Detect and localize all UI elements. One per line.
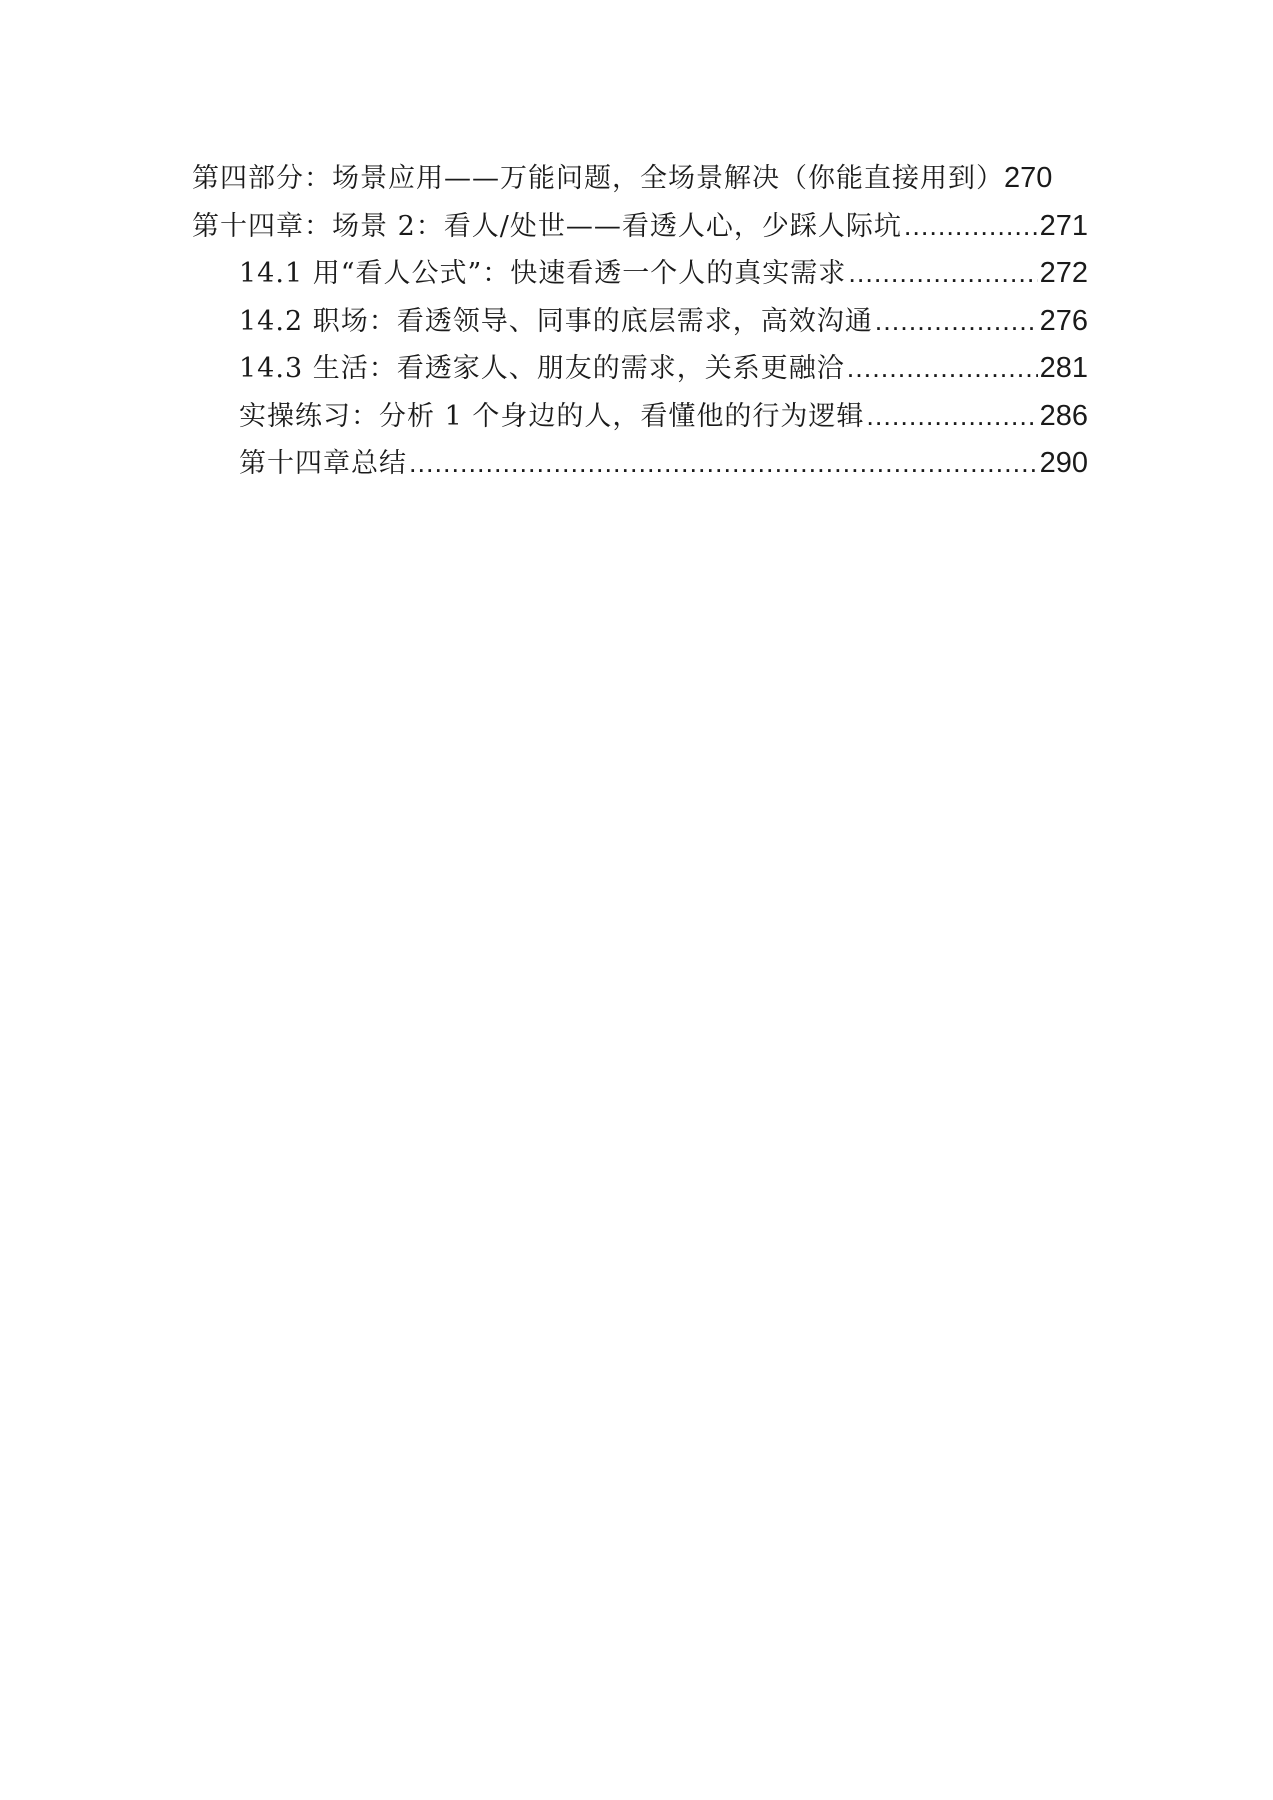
toc-leader <box>409 440 1038 488</box>
toc-chapter-title: 第十四章：场景 2：看人/处世——看透人心，少踩人际坑 <box>192 210 902 242</box>
toc-leader <box>866 393 1037 441</box>
toc-section-entry[interactable] <box>239 250 1088 298</box>
toc-section-title: 14.1 用“看人公式”：快速看透一个人的真实需求 <box>239 258 847 289</box>
toc-section-page-number: 276 <box>1039 304 1088 337</box>
toc-section-title: 14.3 生活：看透家人、朋友的需求，关系更融洽 <box>239 353 845 384</box>
toc-section-page-number: 281 <box>1039 352 1088 384</box>
toc-part-page-number: 270 <box>1004 162 1053 194</box>
toc-leader <box>875 298 1038 346</box>
toc-section-entry[interactable] <box>239 298 1088 346</box>
toc-section-title: 第十四章总结 <box>239 448 407 479</box>
toc-part-entry[interactable] <box>192 155 1117 203</box>
toc-section-entry[interactable] <box>239 393 1088 441</box>
toc-section-page-number: 290 <box>1039 447 1088 479</box>
toc-section-entry[interactable] <box>239 440 1088 488</box>
toc-chapter-entry[interactable] <box>192 203 1088 251</box>
toc-section-page-number: 286 <box>1039 399 1088 432</box>
toc-leader <box>904 203 1038 251</box>
toc-section-title: 14.2 职场：看透领导、同事的底层需求，高效沟通 <box>239 305 873 337</box>
toc-leader <box>847 345 1038 393</box>
toc-section-title: 实操练习：分析 1 个身边的人，看懂他的行为逻辑 <box>239 400 865 432</box>
toc-section-entry[interactable] <box>239 345 1088 393</box>
toc-part-title: 第四部分：场景应用——万能问题，全场景解决（你能直接用到） <box>192 163 1004 194</box>
toc-chapter-page-number: 271 <box>1039 209 1088 242</box>
toc-leader <box>848 250 1037 298</box>
toc-section-page-number: 272 <box>1039 257 1088 289</box>
table-of-contents <box>192 155 1092 488</box>
